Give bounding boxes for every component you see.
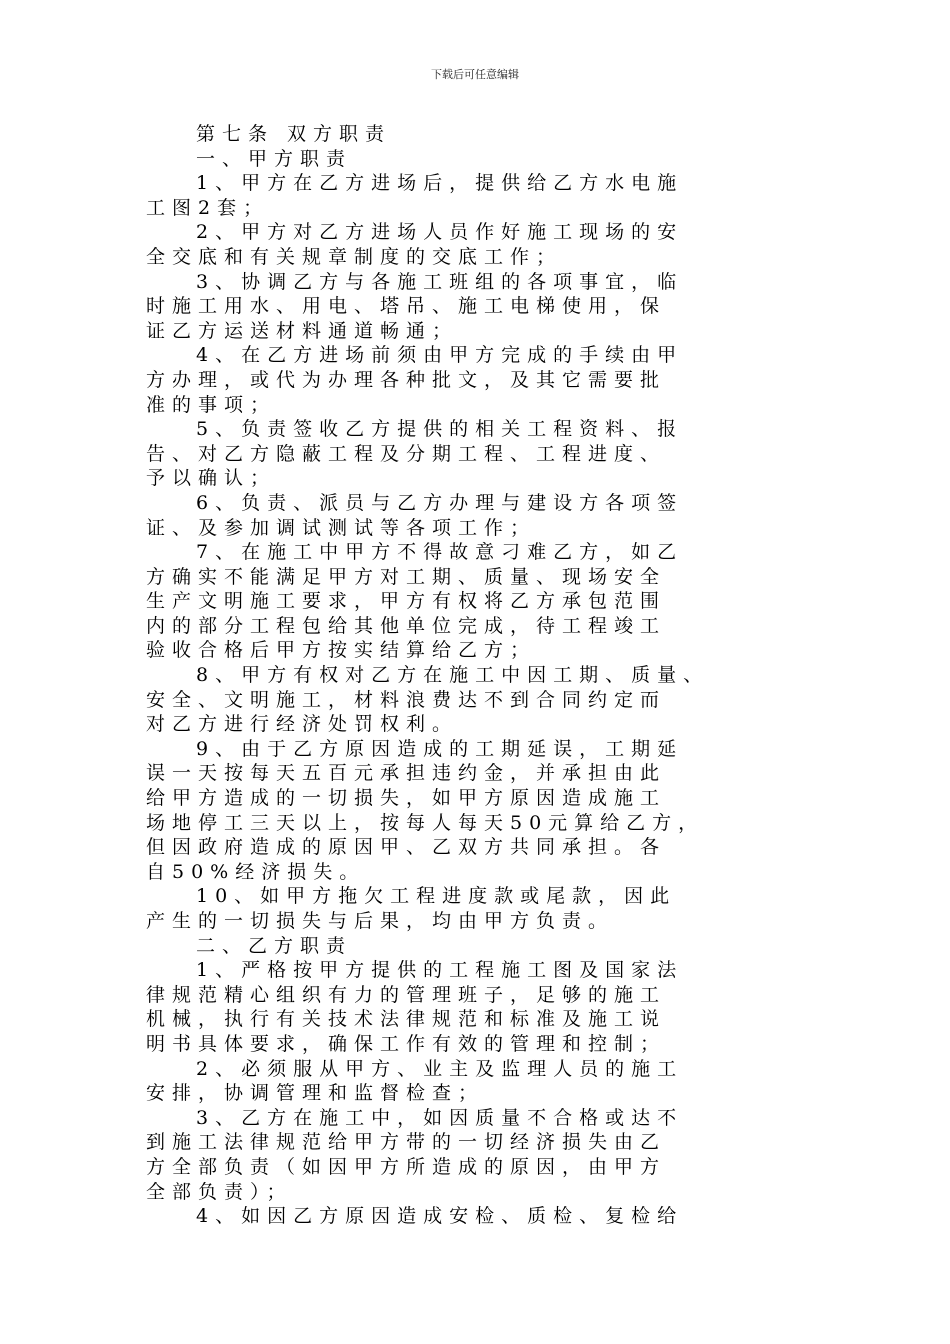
text-line: 场地停工三天以上，按每人每天50元算给乙方， [146,811,705,834]
text-line: 证乙方运送材料通道畅通； [146,319,459,342]
text-line: 证、及参加调试测试等各项工作； [146,516,537,539]
text-line: 4、如因乙方原因造成安检、质检、复检给 [196,1205,684,1228]
text-line: 3、协调乙方与各施工班组的各项事宜，临 [196,270,684,293]
text-line: 内的部分工程包给其他单位完成，待工程竣工 [146,614,667,637]
text-line: 但因政府造成的原因甲、乙双方共同承担。各 [146,836,667,859]
text-line: 方全部负责（如因甲方所造成的原因，由甲方 [146,1155,667,1178]
text-line: 予以确认； [146,467,277,490]
text-line: 1、严格按甲方提供的工程施工图及国家法 [196,959,684,982]
text-line: 律规范精心组织有力的管理班子，足够的施工 [146,983,667,1006]
text-line: 时施工用水、用电、塔吊、施工电梯使用，保 [146,295,667,318]
text-line: 误一天按每天五百元承担违约金，并承担由此 [146,762,667,785]
text-line: 到施工法律规范给甲方带的一切经济损失由乙 [146,1131,667,1154]
text-line: 4、在乙方进场前须由甲方完成的手续由甲 [196,344,684,367]
text-line: 二、乙方职责 [196,934,353,957]
text-line: 一、甲方职责 [196,147,353,170]
text-line: 产生的一切损失与后果，均由甲方负责。 [146,910,615,932]
text-line: 验收合格后甲方按实结算给乙方； [146,639,537,662]
text-line: 给甲方造成的一切损失，如甲方原因造成施工 [146,787,667,810]
text-line: 生产文明施工要求，甲方有权将乙方承包范围 [146,590,667,613]
text-line: 2、必须服从甲方、业主及监理人员的施工 [196,1057,684,1080]
page-header: 下载后可任意编辑 [431,68,519,81]
text-line: 方办理，或代为办理各种批文，及其它需要批 [146,368,667,391]
text-line: 方确实不能满足甲方对工期、质量、现场安全 [146,565,667,588]
text-line: 7、在施工中甲方不得故意刁难乙方，如乙 [196,541,684,564]
text-line: 安排，协调管理和监督检查； [146,1082,485,1105]
text-line: 准的事项； [146,393,277,416]
text-line: 3、乙方在施工中，如因质量不合格或达不 [196,1106,684,1129]
text-line: 告、对乙方隐蔽工程及分期工程、工程进度、 [146,442,667,465]
text-line: 9、由于乙方原因造成的工期延误，工期延 [196,737,684,760]
text-line: 明书具体要求，确保工作有效的管理和控制； [146,1032,667,1055]
text-line: 第七条 双方职责 [196,123,392,145]
text-line: 6、负责、派员与乙方办理与建设方各项签 [196,491,684,514]
text-line: 工图2套； [146,196,270,219]
text-line: 8、甲方有权对乙方在施工中因工期、质量、 [196,664,710,687]
text-line: 自50%经济损失。 [146,860,366,883]
text-line: 全交底和有关规章制度的交底工作； [146,245,563,268]
text-line: 1、甲方在乙方进场后，提供给乙方水电施 [196,172,684,195]
text-line: 2、甲方对乙方进场人员作好施工现场的安 [196,221,684,244]
text-line: 10、如甲方拖欠工程进度款或尾款，因此 [196,885,677,908]
document-body [146,122,811,1229]
text-line: 机械，执行有关技术法律规范和标准及施工说 [146,1008,667,1031]
text-line: 全部负责）； [146,1180,293,1203]
text-line: 安全、文明施工，材料浪费达不到合同约定而 [146,688,667,711]
text-line: 对乙方进行经济处罚权利。 [146,713,459,736]
text-line: 5、负责签收乙方提供的相关工程资料、报 [196,418,684,441]
